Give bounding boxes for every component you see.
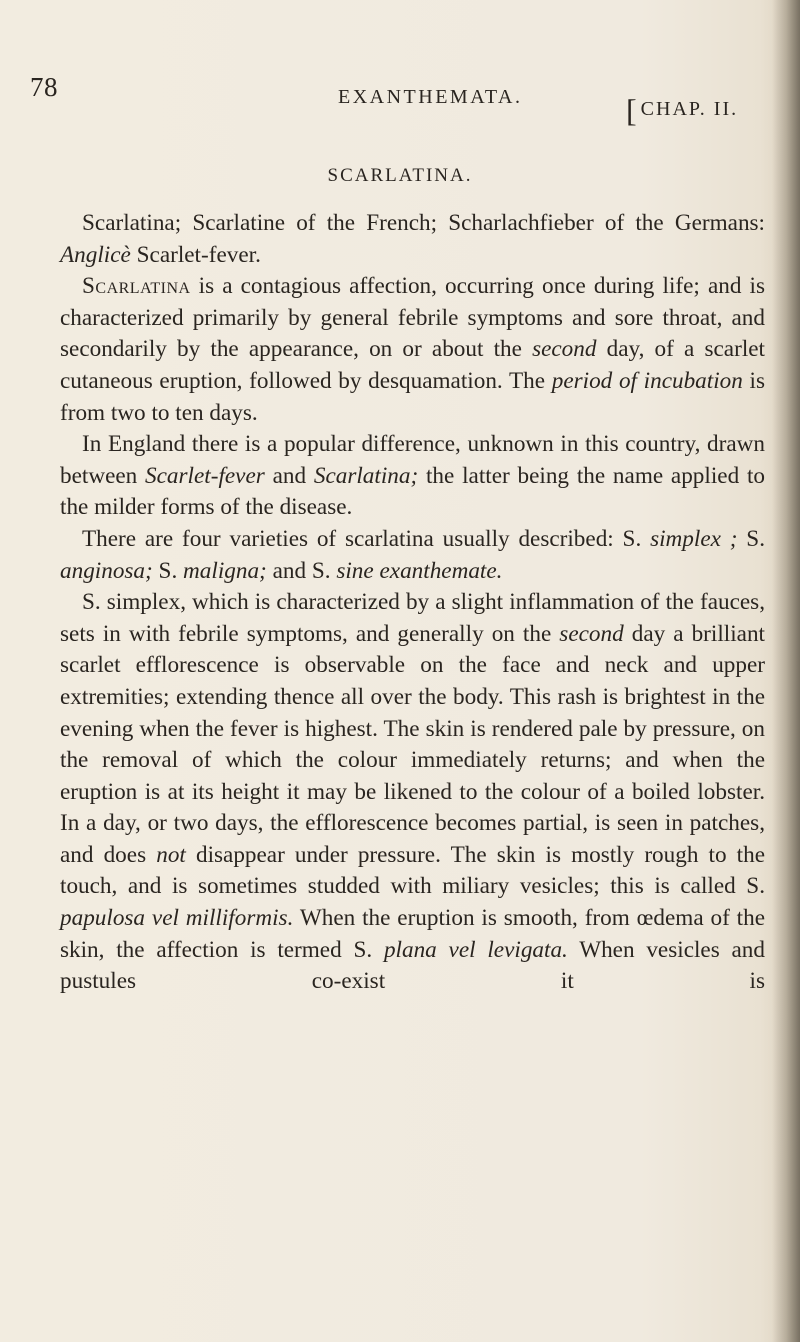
italic-term: maligna; xyxy=(183,557,267,584)
text-run: When vesicles and pustules co-exist it is xyxy=(60,936,765,995)
italic-term: sine exanthemate. xyxy=(336,557,503,584)
text-run: the latter being the name applied to the milder forms of the disease. xyxy=(60,462,765,521)
text-run: In England there is a popular difference, unknown in this country, drawn between xyxy=(60,431,765,489)
paragraph-synonyms xyxy=(60,208,765,271)
italic-term: anginosa; xyxy=(60,557,153,584)
chapter-label xyxy=(626,86,739,128)
text-run: S. xyxy=(737,525,765,552)
text-run: Scarlatina; Scarlatine of the French; Scharlachfieber of the Germans: xyxy=(82,210,765,236)
text-run: Scarlet-fever. xyxy=(130,241,261,268)
italic-term: period of incubation xyxy=(551,367,743,394)
italic-term: plana vel levigata. xyxy=(383,936,568,963)
running-header xyxy=(30,72,760,128)
body-text xyxy=(60,208,765,998)
paragraph-definition xyxy=(60,271,765,429)
text-run: disappear under pressure. The skin is mostly rough to the touch, and is sometimes studded with miliary vesicles; this is called S. xyxy=(60,841,766,900)
chapter-bracket: [ xyxy=(626,92,639,128)
section-title: SCARLATINA. xyxy=(327,165,473,186)
italic-term: Scarlatina; xyxy=(313,462,419,489)
page-edge-shadow xyxy=(772,0,800,1342)
paragraph-england xyxy=(60,429,765,524)
italic-term: Anglicè xyxy=(60,241,131,268)
paragraph-simplex xyxy=(60,587,765,998)
text-run: S. xyxy=(152,557,184,584)
text-run: When the eruption is smooth, from œdema of the skin, the affection is termed S. xyxy=(60,905,765,963)
italic-term: not xyxy=(156,841,186,868)
italic-term: simplex ; xyxy=(650,525,738,552)
small-caps-term: Scarlatina xyxy=(82,273,191,300)
page-number: 78 xyxy=(30,72,58,102)
paragraph-varieties xyxy=(60,524,765,587)
italic-term: second xyxy=(559,620,624,647)
text-run: day a brilliant scarlet efflorescence is observable on the face and neck and upper extremities; extending thence all over the body. This rash is brightest in the evening when the fever is highest. The skin is rendered pale by pressure, on the removal of which the colour immediately returns; and when the eruption is at its height it may be likened to the colour of a boiled lobster. In a day, or two days, the efflorescence becomes partial, is seen in patches, and does xyxy=(60,620,765,868)
text-run: and S. xyxy=(266,557,337,584)
text-run: day, of a scarlet cutaneous eruption, followed by desquamation. The xyxy=(60,336,765,394)
italic-term: second xyxy=(532,336,597,363)
chapter-text: CHAP. II. xyxy=(640,98,739,120)
italic-term: Scarlet-fever xyxy=(145,462,265,489)
text-run: and xyxy=(264,462,314,489)
italic-term: papulosa vel milliformis. xyxy=(60,905,294,932)
text-run: S. simplex, which is characterized by a slight inflammation of the fauces, sets in with febrile symptoms, and generally on the xyxy=(60,589,765,647)
text-run: There are four varieties of scarlatina usually described: S. xyxy=(82,525,651,552)
text-run: is from two to ten days. xyxy=(60,367,765,426)
text-run: is a contagious affection, occurring once during life; and is characterized primarily by general febrile symptoms and sore throat, and secondarily by the appearance, on or about the xyxy=(60,273,765,363)
running-title: EXANTHEMATA. xyxy=(338,86,523,108)
